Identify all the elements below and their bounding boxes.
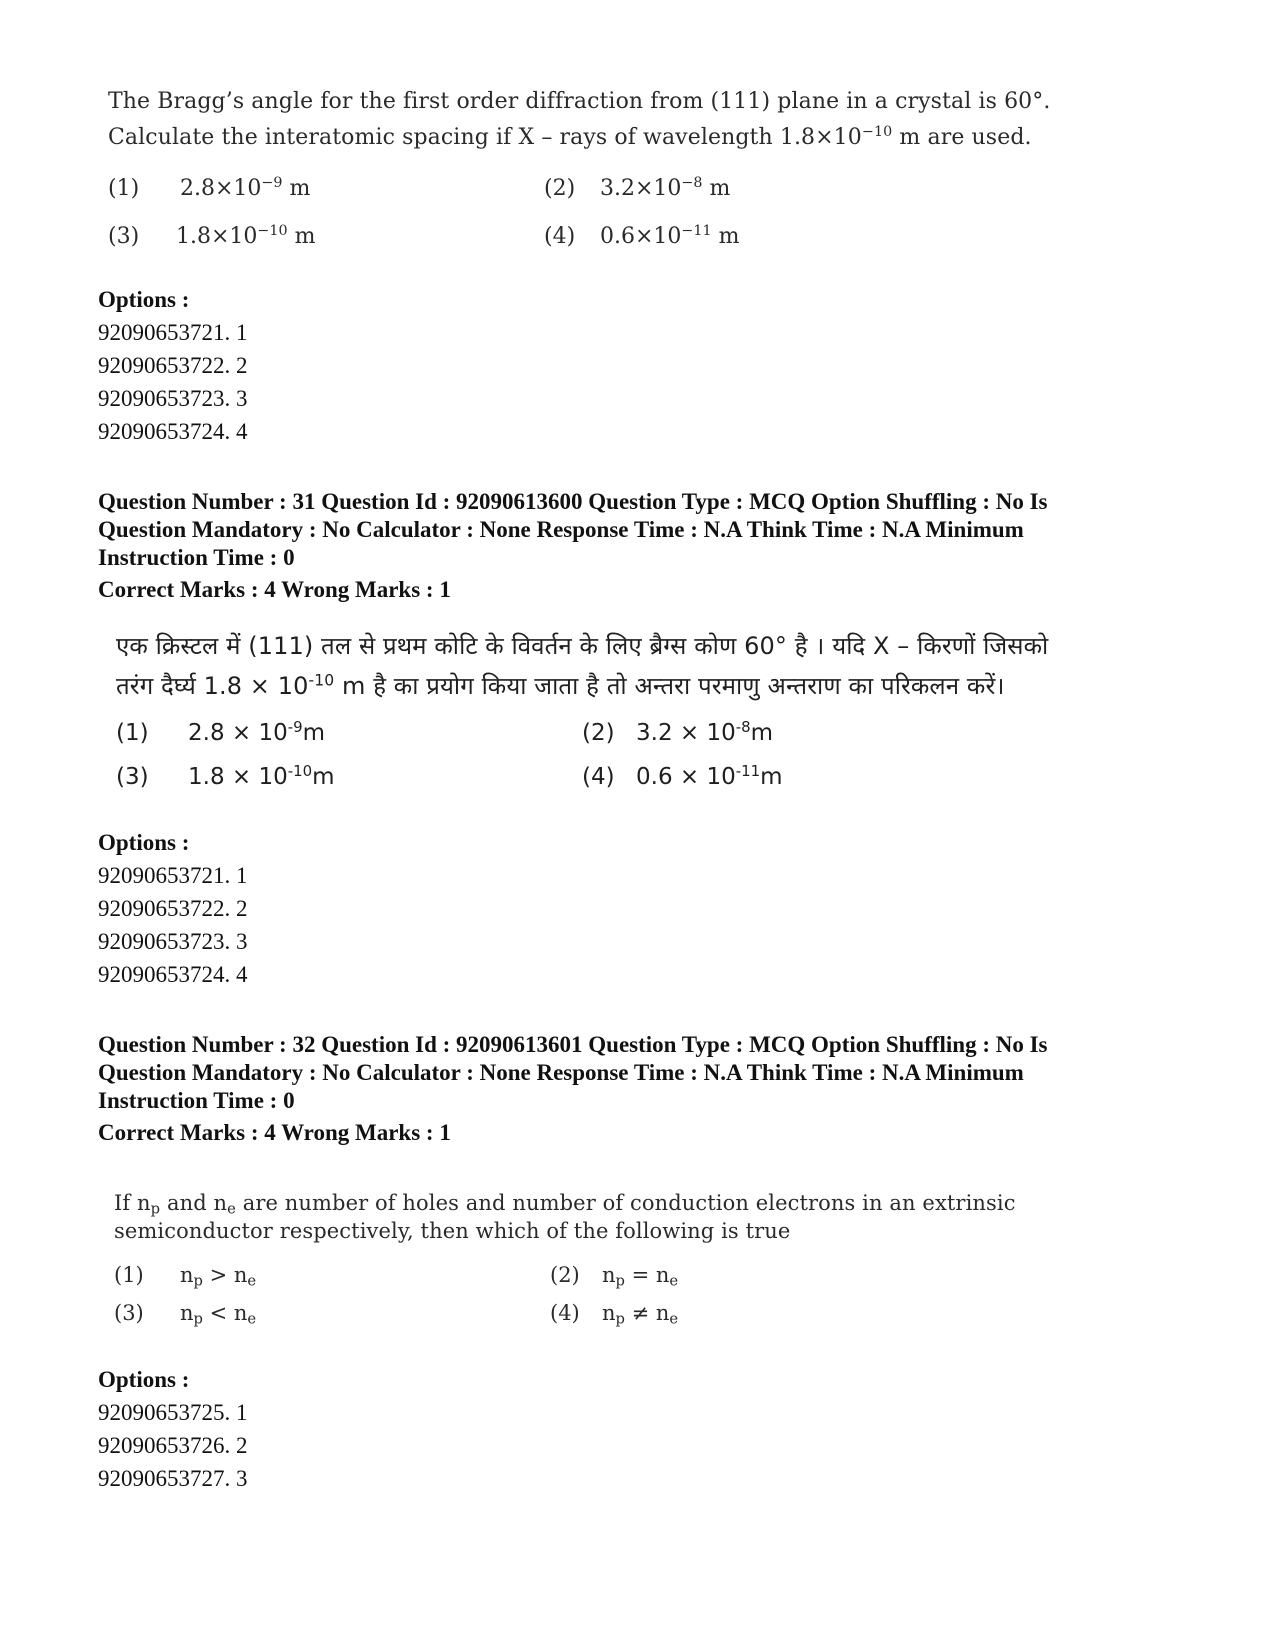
question-32-choice-1: (1) $n_p > n_e$ xyxy=(114,1263,257,1290)
option-id-line: 92090653726. 2 xyxy=(98,1433,248,1458)
options-label: Options : xyxy=(98,287,190,312)
question-30-image xyxy=(108,84,1108,264)
option-id-line: 92090653723. 3 xyxy=(98,386,248,411)
question-31-choice-4: (4) $0.6 \times 10^{-11}m$ xyxy=(582,761,783,790)
question-32-choice-2: (2) $n_p = n_e$ xyxy=(550,1263,679,1290)
option-id-line: 92090653721. 1 xyxy=(98,320,248,345)
question-32-image xyxy=(114,1189,1114,1339)
question-32-meta-line-3: Instruction Time : 0 xyxy=(98,1088,295,1113)
question-30-choice-3: (3) $1.8\times 10^{-10}$ m xyxy=(108,223,316,249)
question-31-choice-2: (2) $3.2 \times 10^{-8}m$ xyxy=(582,717,774,746)
question-31-stem-line-1: एक क्रिस्टल में (111) तल से प्रथम कोटि के विवर्तन के लिए ब्रैग्स कोण 60° है । यदि X – किरणों जिसको xyxy=(116,632,1049,660)
question-30-stem xyxy=(108,84,1108,156)
question-30-options xyxy=(98,283,248,448)
question-32-stem xyxy=(114,1189,1114,1245)
question-30-stem-line-2: Calculate the interatomic spacing if X – rays of wavelength $1.8\times 10^{-10}$ m are used. xyxy=(108,124,1032,150)
option-id-line: 92090653723. 3 xyxy=(98,929,248,954)
question-30-choice-2: (2) $3.2\times 10^{-8}$ m xyxy=(544,175,731,201)
question-31-meta-line-2: Question Mandatory : No Calculator : None Response Time : N.A Think Time : N.A Minimum xyxy=(98,517,1024,542)
question-30-choice-4: (4) $0.6\times 10^{-11}$ m xyxy=(544,223,740,249)
question-31-options xyxy=(98,826,248,991)
question-31-image xyxy=(116,626,1116,806)
option-id-line: 92090653721. 1 xyxy=(98,863,248,888)
option-id-line: 92090653722. 2 xyxy=(98,353,248,378)
question-31-meta xyxy=(98,488,1138,604)
option-id-line: 92090653722. 2 xyxy=(98,896,248,921)
option-id-line: 92090653727. 3 xyxy=(98,1466,248,1491)
options-label: Options : xyxy=(98,830,190,855)
question-32-marks: Correct Marks : 4 Wrong Marks : 1 xyxy=(98,1120,451,1145)
question-31-choice-1: (1) $2.8 \times 10^{-9}m$ xyxy=(116,717,326,746)
option-id-line: 92090653725. 1 xyxy=(98,1400,248,1425)
question-32-stem-line-2: semiconductor respectively, then which of the following is true xyxy=(114,1219,791,1243)
question-32-meta-line-1: Question Number : 32 Question Id : 92090613601 Question Type : MCQ Option Shuffling : No Is xyxy=(98,1032,1048,1057)
option-id-line: 92090653724. 4 xyxy=(98,419,248,444)
question-31-stem xyxy=(116,626,1116,706)
question-32-stem-line-1: If $n_p$ and $n_e$ are number of holes and number of conduction electrons in an extrinsic xyxy=(114,1191,1016,1218)
question-30-stem-line-1: The Bragg’s angle for the first order diffraction from (111) plane in a crystal is 60°. xyxy=(108,89,1051,114)
question-32-meta-line-2: Question Mandatory : No Calculator : None Response Time : N.A Think Time : N.A Minimum xyxy=(98,1060,1024,1085)
question-31-meta-line-1: Question Number : 31 Question Id : 92090613600 Question Type : MCQ Option Shuffling : No Is xyxy=(98,489,1048,514)
question-31-marks: Correct Marks : 4 Wrong Marks : 1 xyxy=(98,577,451,602)
question-32-options xyxy=(98,1363,248,1495)
question-32-meta xyxy=(98,1031,1138,1147)
question-31-choice-3: (3) $1.8 \times 10^{-10}m$ xyxy=(116,761,335,790)
question-32-choice-4: (4) $n_p \ne n_e$ xyxy=(550,1301,679,1328)
question-31-stem-line-2: तरंग दैर्घ्य $1.8 \times 10^{-10}$ m है का प्रयोग किया जाता है तो अन्तरा परमाणु अन्तराण का परिकलन करें। xyxy=(116,671,1005,700)
question-31-meta-line-3: Instruction Time : 0 xyxy=(98,545,295,570)
options-label: Options : xyxy=(98,1367,190,1392)
question-30-choice-1: (1) $2.8\times 10^{-9}$ m xyxy=(108,175,311,201)
question-32-choice-3: (3) $n_p < n_e$ xyxy=(114,1301,257,1328)
option-id-line: 92090653724. 4 xyxy=(98,962,248,987)
